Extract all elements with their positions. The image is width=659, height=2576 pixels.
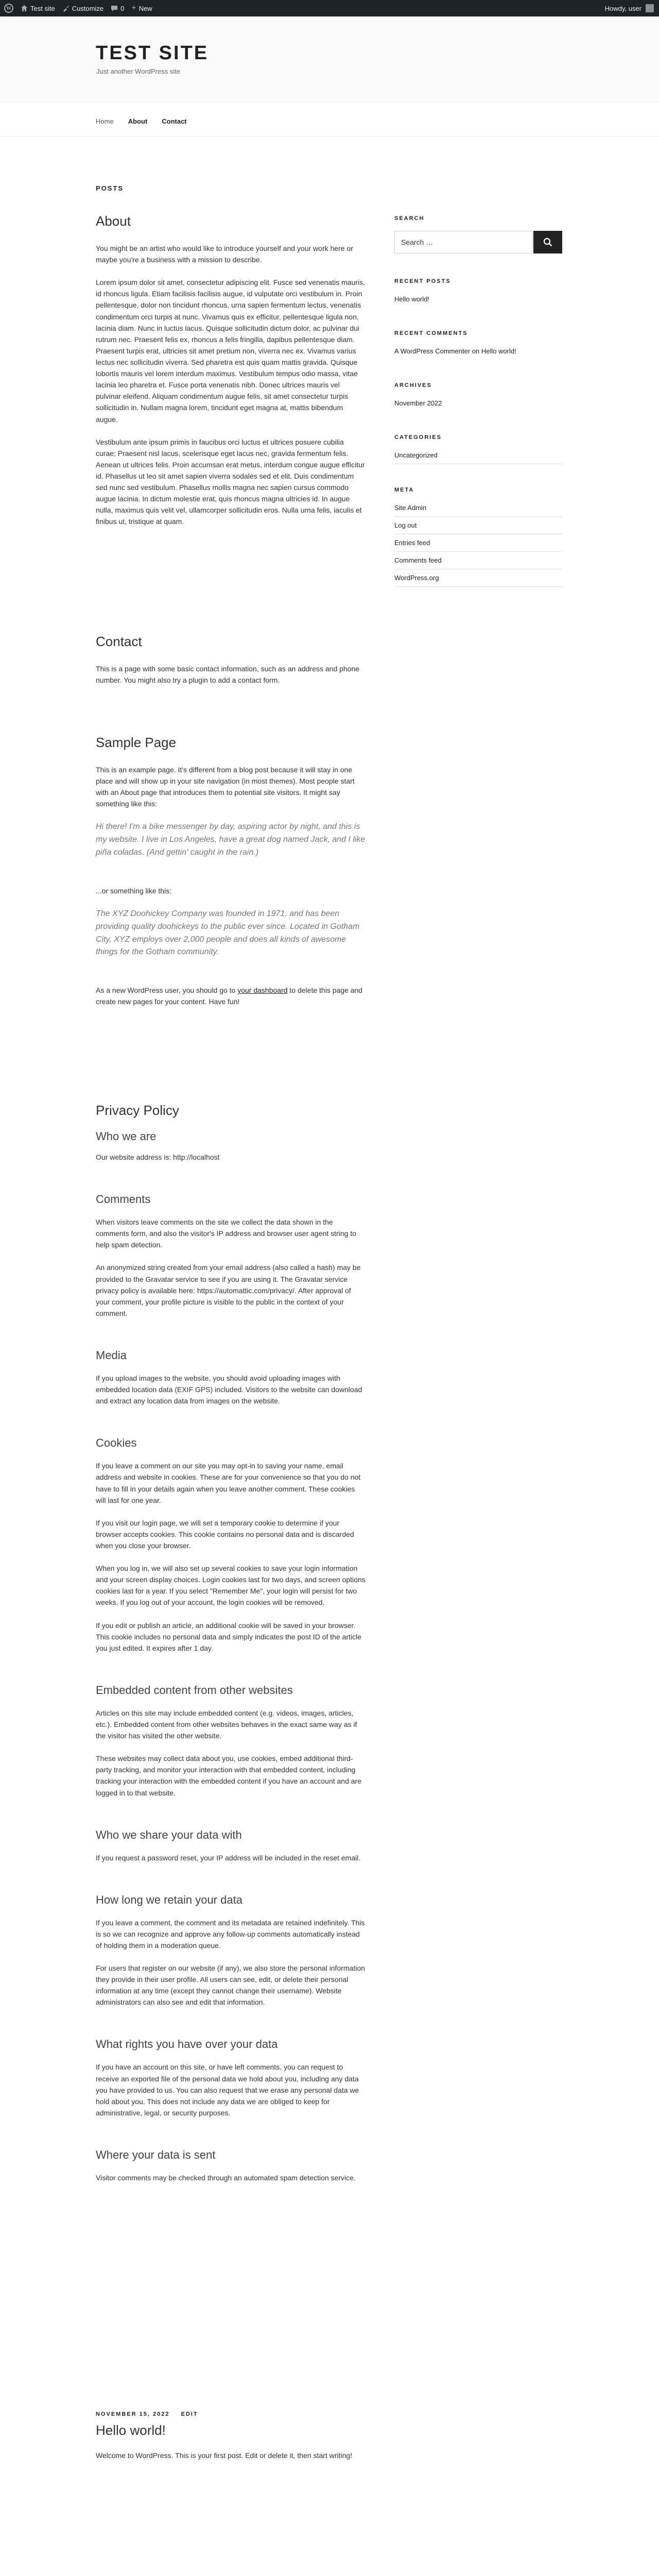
embedded-content-heading: Embedded content from other websites — [96, 1683, 293, 1697]
archive-item[interactable]: November 2022 — [394, 399, 442, 407]
who-we-are-heading: Who we are — [96, 1130, 157, 1143]
who-we-are-paragraph: Our website address is: http://localhost — [96, 1153, 220, 1161]
meta-item-wordpress-org[interactable]: WordPress.org — [394, 569, 562, 587]
rights-paragraph: If you have an account on this site, or have left comments, you can request to receive an exported file of the personal data we hold about you, including any data you have provided to us. You can also request that we erase any personal data we hold about you. This does not include any data we are obliged to keep for administrative, legal, or security purposes. — [96, 2063, 359, 2117]
share-data-paragraph: If you request a password reset, your IP address will be included in the reset email. — [96, 1853, 361, 1862]
comment-on-text: on — [470, 347, 481, 355]
post-content: Welcome to WordPress. This is your first post. Edit or delete it, then start writing! — [96, 2451, 352, 2460]
wordpress-logo-icon[interactable]: W — [4, 4, 13, 13]
privacy-title[interactable]: Privacy Policy — [96, 1103, 179, 1118]
home-icon — [21, 5, 28, 12]
contact-title[interactable]: Contact — [96, 634, 142, 649]
meta-item-log-out[interactable]: Log out — [394, 517, 562, 534]
about-title[interactable]: About — [96, 213, 131, 229]
meta-item-comments-feed[interactable]: Comments feed — [394, 552, 562, 569]
search-button[interactable] — [533, 231, 562, 253]
admin-bar-left — [4, 0, 152, 16]
categories-title: CATEGORIES — [394, 434, 442, 440]
retain-paragraph-1: If you leave a comment, the comment and its metadata are retained indefinitely. This is so we can recognize and approve any follow-up comments automatically instead of holding them in a moderation queue. — [96, 1918, 365, 1950]
recent-comments-list — [394, 343, 562, 360]
post-date[interactable]: NOVEMBER 15, 2022 — [96, 2411, 170, 2417]
archives-list — [394, 395, 562, 412]
site-title[interactable]: TEST SITE — [96, 42, 209, 64]
cookies-paragraph-3: When you log in, we will also set up several cookies to save your login information and your screen display choices. Login cookies last for two days, and screen options cookies last for a year. If you select "Remember Me", your login will persist for two weeks. If you log out of your account, the login cookies will be removed. — [96, 1564, 366, 1607]
data-sent-paragraph: Visitor comments may be checked through an automated spam detection service. — [96, 2174, 356, 2182]
meta-title: META — [394, 487, 414, 493]
site-tagline: Just another WordPress site — [96, 67, 181, 75]
share-data-heading: Who we share your data with — [96, 1828, 242, 1841]
avatar — [646, 4, 654, 12]
contact-paragraph: This is a page with some basic contact information, such as an address and phone number. You might also try a plugin to add a contact form. — [96, 665, 360, 685]
comments-link[interactable] — [111, 5, 124, 12]
nav-item-home[interactable]: Home — [96, 117, 114, 125]
search-form — [394, 231, 562, 253]
sample-page-title[interactable]: Sample Page — [96, 735, 177, 750]
nav-divider — [0, 136, 659, 137]
sample-quote-2: The XYZ Doohickey Company was founded in 1971, and has been providing quality doohickeys to the public ever since. Located in Gotham City, XYZ employs over 2,000 people and does all kinds of awesome things for the Gotham community. — [96, 909, 360, 957]
search-input[interactable]: Search … — [394, 231, 532, 253]
categories-list — [394, 447, 562, 464]
recent-posts-title: RECENT POSTS — [394, 278, 451, 284]
sample-paragraph-2: ...or something like this: — [96, 886, 172, 895]
retain-paragraph-2: For users that register on our website (if any), we also store the personal information they provide in their user profile. All users can see, edit, or delete their personal information at any time (except they cannot change their username). Website administrators can also see and edit that information. — [96, 1964, 365, 2007]
sample-paragraph-3-start: As a new WordPress user, you should go to — [96, 986, 238, 995]
data-sent-heading: Where your data is sent — [96, 2148, 216, 2162]
embedded-paragraph-2: These websites may collect data about you, use cookies, embed additional third-party tracking, and monitor your interaction with that embedded content, including tracking your interaction with the embedded content if you have an account and are logged in to that website. — [96, 1754, 361, 1797]
media-heading: Media — [96, 1348, 127, 1362]
rights-heading: What rights you have over your data — [96, 2038, 278, 2051]
admin-bar — [0, 0, 659, 16]
about-page — [96, 213, 366, 528]
post-meta — [96, 2411, 366, 2417]
comments-heading: Comments — [96, 1193, 151, 1206]
sidebar — [394, 215, 562, 587]
my-account-link[interactable] — [605, 0, 654, 16]
recent-comments-title: RECENT COMMENTS — [394, 330, 468, 336]
dashboard-link[interactable]: your dashboard — [237, 986, 288, 995]
plus-icon: + — [131, 4, 136, 12]
about-paragraph-1: You might be an artist who would like to introduce yourself and your work here or maybe you're a business with a mission to describe. — [96, 244, 353, 264]
privacy-policy-page — [96, 1103, 366, 2183]
cookies-heading: Cookies — [96, 1436, 137, 1450]
search-icon — [543, 238, 552, 247]
comment-author-link[interactable]: A WordPress Commenter — [394, 347, 471, 355]
cookies-paragraph-1: If you leave a comment on our site you may opt-in to saving your name, email address and website in cookies. These are for your convenience so that you do not have to fill in your details again when you leave another comment. These cookies will last for one year. — [96, 1462, 361, 1504]
site-header — [0, 16, 659, 103]
sample-paragraph-3-end: to delete this page and create new pages for your content. Have fun! — [96, 986, 363, 1006]
archives-title: ARCHIVES — [394, 382, 432, 388]
brush-icon — [62, 5, 70, 12]
about-paragraph-3: Vestibulum ante ipsum primis in faucibus orci luctus et ultrices posuere cubilia curae; Praesent nisl lacus, scelerisque eget lacus nec, gravida fermentum felis. Aenean ut ultrices felis. Proin accumsan erat metus, interdum congue augue efficitur id. Phasellus ut leo sit amet sapien viverra sodales sed et elit. Duis condimentum sed nunc sed vestibulum. Phasellus mollis magna nec sapien cursus commodo augue lacinia. In dictum molestie erat, quis rhoncus magna ultricies id. In augue nulla, maximus quis velit vel, ullamcorper sollicitudin eros. Nulla urna felis, iaculis et finibus ut, tristique at quam. — [96, 437, 365, 526]
recent-comment-item — [394, 343, 562, 360]
about-paragraph-2: Lorem ipsum dolor sit amet, consectetur adipiscing elit. Fusce sed venenatis mauris, id rhoncus ligula. Etiam facilisis facilisis augue, id vulputate orci vestibulum in. Proin pellentesque, dolor non tincidunt rhoncus, urna sapien fermentum lectus, venenatis condimentum orci turpis at nunc. Vivamus quis ex efficitur, pellentesque ligula non, lacinia diam. Nunc in luctus lacus. Quisque sollicitudin dictum dolor, ac pulvinar dui rutrum nec. Praesent felis ex, rhoncus a felis fringilla, dapibus pellentesque diam. Praesent turpis erat, ultricies sit amet pretium non, viverra nec ex. Vivamus varius lectus nec sollicitudin viverra. Sed pharetra est quis quam mattis gravida. Quisque lobortis mauris vel lorem interdum maximus. Vestibulum tempus odio massa, vitae lacinia leo pharetra et. Fusce porta venenatis nibh. Donec ultrices mauris vel pulvinar eleifend. Aliquam condimentum augue felis, sit amet consectetur turpis sollicitudin in. Nullam magna lorem, tincidunt eget magna at, mattis bibendum augue. — [96, 278, 365, 423]
site-name-label: Test site — [30, 4, 55, 12]
new-content-link[interactable] — [131, 4, 152, 13]
post-hello-world — [96, 2411, 366, 2461]
howdy-label: Howdy, user — [604, 4, 641, 12]
comments-count: 0 — [120, 4, 125, 12]
cookies-paragraph-4: If you edit or publish an article, an additional cookie will be saved in your browser. This cookie includes no personal data and simply indicates the post ID of the article you just edited. It expires after 1 day. — [96, 1621, 361, 1652]
customize-label: Customize — [72, 4, 104, 12]
meta-list — [394, 499, 562, 587]
post-title[interactable]: Hello world! — [96, 2422, 166, 2438]
contact-page — [96, 634, 366, 686]
posts-section-label: POSTS — [96, 184, 124, 192]
meta-item-site-admin[interactable]: Site Admin — [394, 499, 562, 517]
comment-post-link[interactable]: Hello world! — [481, 347, 516, 355]
comment-bubble-icon — [111, 5, 118, 12]
sample-paragraph-3 — [96, 985, 366, 1007]
media-paragraph: If you upload images to the website, you should avoid uploading images with embedded location data (EXIF GPS) included. Visitors to the website can download and extract any location data from images on the website. — [96, 1374, 362, 1405]
retain-data-heading: How long we retain your data — [96, 1893, 242, 1906]
nav-item-contact[interactable]: Contact — [162, 117, 187, 125]
meta-item-entries-feed[interactable]: Entries feed — [394, 534, 562, 552]
post-edit-link[interactable]: EDIT — [181, 2411, 198, 2417]
customize-link[interactable] — [62, 5, 103, 12]
search-widget-title: SEARCH — [394, 215, 425, 222]
category-item[interactable]: Uncategorized — [394, 447, 562, 464]
sample-paragraph-1: This is an example page. It's different from a blog post because it will stay in one place and will show up in your site navigation (in most themes). Most people start with an About page that introduces them to potential site visitors. It might say something like this: — [96, 766, 355, 808]
sample-page — [96, 735, 366, 1007]
nav-item-about[interactable]: About — [128, 117, 148, 125]
cookies-paragraph-2: If you visit our login page, we will set a temporary cookie to determine if your browser accepts cookies. This cookie contains no personal data and is discarded when you close your browser. — [96, 1518, 354, 1550]
site-name-link[interactable] — [21, 5, 55, 12]
new-label: New — [138, 4, 152, 12]
primary-navigation — [96, 117, 187, 125]
sample-quote-1: Hi there! I'm a bike messenger by day, aspiring actor by night, and this is my website. I live in Los Angeles, have a great dog named Jack, and I like piña coladas. (And gettin' caught in the rain.) — [96, 822, 366, 857]
recent-posts-list — [394, 291, 562, 308]
embedded-paragraph-1: Articles on this site may include embedded content (e.g. videos, images, articles, etc.). Embedded content from other websites behaves in the exact same way as if the visitor has visited the other website. — [96, 1708, 357, 1740]
recent-post-item[interactable]: Hello world! — [394, 295, 429, 303]
comments-paragraph-1: When visitors leave comments on the site we collect the data shown in the comments form, and also the visitor's IP address and browser user agent string to help spam detection. — [96, 1218, 356, 1249]
comments-paragraph-2: An anonymized string created from your email address (also called a hash) may be provided to the Gravatar service to see if you are using it. The Gravatar service privacy policy is available here: https://automattic.com/privacy/. After approval of your comment, your profile picture is visible to the public in the context of your comment. — [96, 1263, 361, 1317]
